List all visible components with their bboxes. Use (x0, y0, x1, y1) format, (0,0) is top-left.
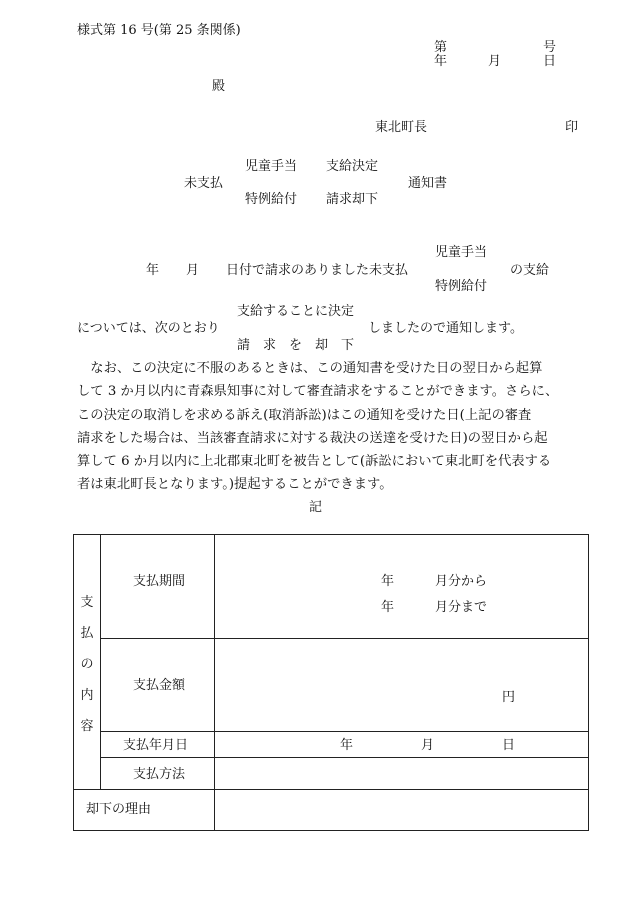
issue-month-label: 月 (488, 54, 502, 69)
side-label-char: の (80, 656, 94, 672)
request-item-option-bottom: 特例給付 (435, 279, 488, 294)
notice-line: 者は東北町長となります。)提起することができます。 (77, 477, 393, 493)
period-from-month: 月分から (435, 574, 488, 589)
request-dated-text: 日付で請求のありました未支払 (226, 263, 409, 278)
side-label-char: 内 (80, 687, 94, 703)
rejection-label-cell (74, 790, 215, 831)
request-item-option-top: 児童手当 (435, 245, 488, 260)
seal-mark: 印 (565, 120, 579, 135)
title-result-option-top: 支給決定 (326, 159, 379, 174)
rejection-value-cell (215, 790, 589, 831)
decision-suffix: しましたので通知します。 (368, 321, 523, 336)
side-label-cell (74, 535, 101, 790)
addressee-honorific: 殿 (212, 79, 226, 94)
request-suffix: の支給 (510, 263, 550, 278)
period-value-cell (215, 535, 589, 639)
ki-heading: 記 (309, 500, 323, 515)
title-item-option-top: 児童手当 (245, 159, 298, 174)
request-year-label: 年 (146, 263, 160, 278)
title-prefix: 未支払 (184, 176, 224, 191)
payment-details-table (73, 534, 589, 831)
issue-day-label: 日 (543, 54, 557, 69)
title-suffix: 通知書 (408, 176, 448, 191)
decision-prefix: については、次のとおり (77, 321, 220, 336)
doc-number-suffix: 号 (543, 40, 557, 55)
rejection-reason-label: 却下の理由 (86, 802, 152, 817)
side-label-char: 支 (80, 594, 94, 610)
appeal-notice-paragraph (77, 357, 561, 497)
period-to-month: 月分まで (435, 600, 488, 615)
method-label-cell (101, 758, 215, 790)
payment-date-label: 支払年月日 (123, 738, 189, 753)
payment-method-label: 支払方法 (133, 767, 186, 782)
period-label-cell (101, 535, 215, 639)
payment-month-label: 月 (421, 738, 435, 753)
amount-label: 支払金額 (133, 678, 186, 693)
period-from-year: 年 (381, 574, 395, 589)
side-label-char: 払 (80, 625, 94, 641)
amount-unit: 円 (502, 690, 516, 705)
title-item-option-bottom: 特例給付 (245, 192, 298, 207)
notice-line: して 3 か月以内に青森県知事に対して審査請求をすることができます。さらに、 (77, 384, 559, 400)
payment-year-label: 年 (340, 738, 354, 753)
request-month-label: 月 (186, 263, 200, 278)
date-value-cell (215, 732, 589, 758)
sender-title: 東北町長 (375, 120, 428, 135)
decision-option-top: 支給することに決定 (237, 304, 355, 319)
doc-number-prefix: 第 (434, 40, 448, 55)
notice-line: なお、この決定に不服のあるときは、この通知書を受けた日の翌日から起算 (77, 361, 543, 376)
title-result-option-bottom: 請求却下 (326, 192, 379, 207)
issue-year-label: 年 (434, 54, 448, 69)
notice-line: 算して 6 か月以内に上北郡東北町を被告として(訴訟において東北町を代表する (77, 454, 552, 470)
decision-option-bottom: 請 求 を 却 下 (237, 338, 355, 353)
method-value-cell (215, 758, 589, 790)
period-label: 支払期間 (133, 574, 186, 589)
notice-line: この決定の取消しを求める訴え(取消訴訟)はこの通知を受けた日(上記の審査 (77, 407, 532, 423)
amount-value-cell (215, 639, 589, 732)
payment-day-label: 日 (502, 738, 516, 753)
date-label-cell (101, 732, 215, 758)
notice-line: 請求をした場合は、当該審査請求に対する裁決の送達を受けた日)の翌日から起 (77, 430, 548, 446)
period-to-year: 年 (381, 600, 395, 615)
side-label-char: 容 (80, 718, 94, 734)
amount-label-cell (101, 639, 215, 732)
form-reference: 様式第 16 号(第 25 条関係) (77, 23, 241, 38)
